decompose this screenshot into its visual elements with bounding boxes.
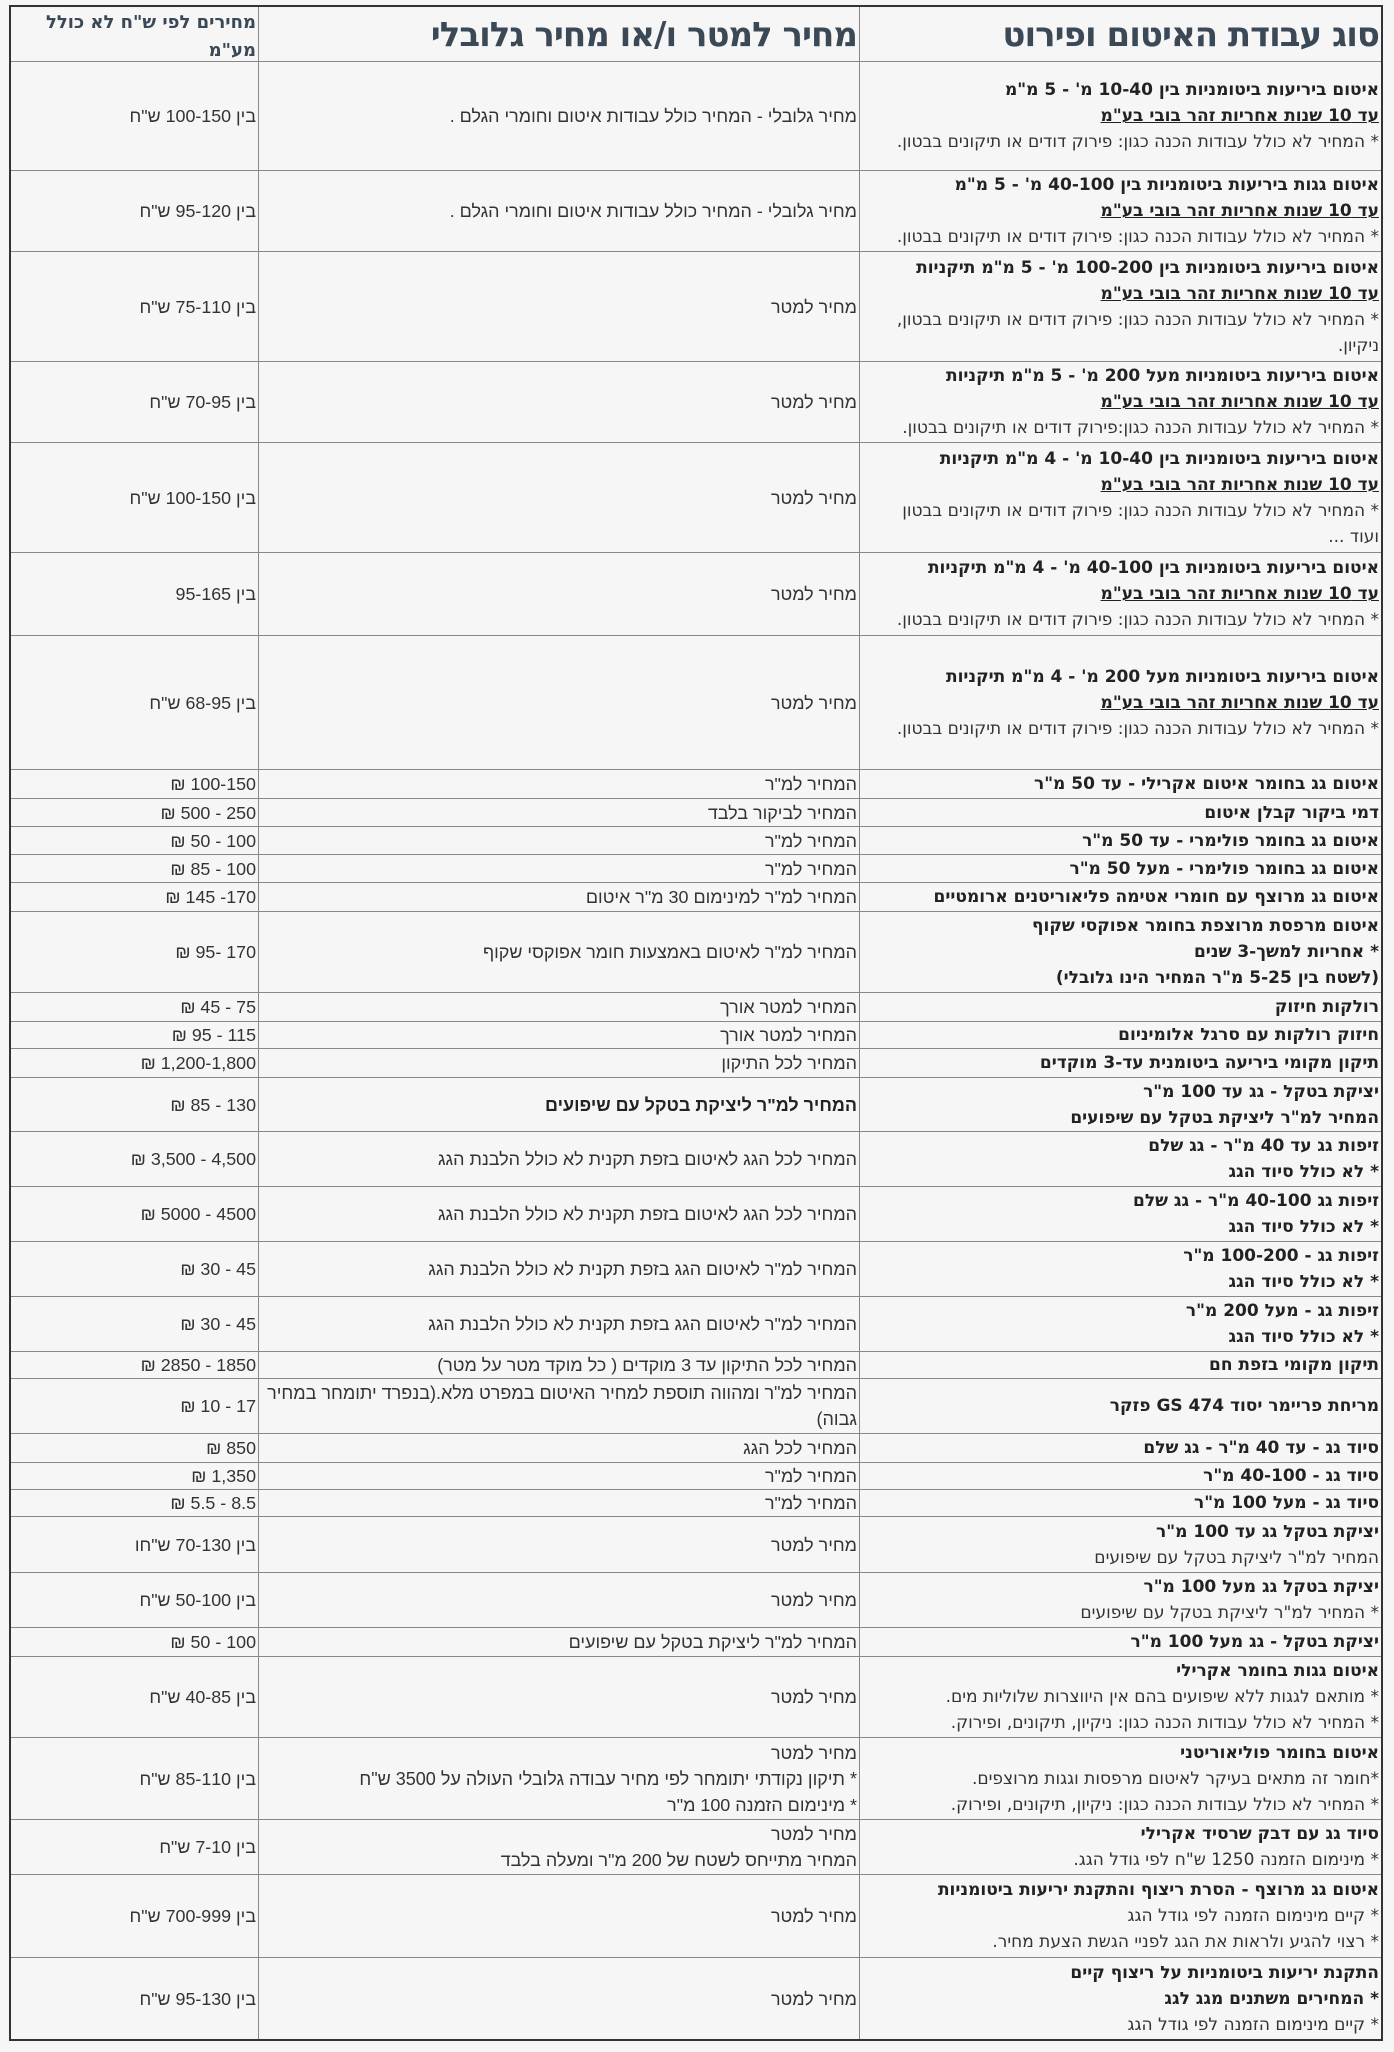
price-value: בין 40-85 ש"ח xyxy=(149,1687,256,1707)
work-description-cell xyxy=(859,252,1381,361)
work-description-cell-line: מריחת פריימר יסוד GS 474 פזקר xyxy=(1109,1396,1379,1416)
work-description-cell xyxy=(859,362,1381,442)
work-description-cell xyxy=(859,443,1381,552)
table-row xyxy=(11,1657,1381,1738)
table-row xyxy=(11,1820,1381,1875)
price-value: 75 - 45 ₪ xyxy=(180,997,256,1017)
price-cell xyxy=(11,636,258,769)
table-row xyxy=(11,1352,1381,1379)
work-description-cell xyxy=(859,1022,1381,1048)
price-type-cell xyxy=(258,1078,859,1131)
table-row xyxy=(11,1022,1381,1049)
header-price-type-label: מחיר למטר ו/או מחיר גלובלי xyxy=(430,15,857,55)
work-description-cell-line: עד 10 שנות אחריות זהר בובי בע"מ xyxy=(1100,392,1379,412)
price-type-cell-line: * מינימום הזמנה 100 מ"ר xyxy=(667,1794,857,1815)
price-value: 170 -95 ₪ xyxy=(175,942,256,962)
price-value: 850 ₪ xyxy=(206,1438,256,1458)
table-row xyxy=(11,1875,1381,1958)
work-description-cell xyxy=(859,1875,1381,1957)
work-description-cell-line: ועוד ... xyxy=(1328,526,1379,547)
price-value: בין 7-10 ש"ח xyxy=(159,1837,256,1857)
price-cell xyxy=(11,1517,258,1572)
price-value: 100 - 50 ₪ xyxy=(170,830,256,851)
price-type-cell xyxy=(258,553,859,635)
price-type-cell xyxy=(258,1463,859,1489)
table-row xyxy=(11,1049,1381,1078)
price-value: 130 - 85 ₪ xyxy=(170,1094,256,1115)
price-cell xyxy=(11,62,258,170)
price-type-cell xyxy=(258,1297,859,1351)
table-header-row xyxy=(11,7,1381,62)
price-value: 8.5 - 5.5 ₪ xyxy=(170,1493,256,1513)
work-description-cell-line: איטום גגות ביריעות ביטומניות בין 40-100 מ' - 5 מ"מ xyxy=(954,175,1379,195)
price-type-cell-line: מחיר גלובלי - המחיר כולל עבודות איטום וחומרי הגלם . xyxy=(449,201,857,221)
price-type-cell-line: המחיר למ"ר xyxy=(764,858,857,879)
work-description-cell-line: איטום גג מרוצף - הסרת ריצוף והתקנת יריעות ביטומניות xyxy=(937,1880,1379,1900)
price-type-cell-line: מחיר למטר xyxy=(770,584,857,604)
table-body xyxy=(11,62,1381,2039)
price-value: 250 - 500 ₪ xyxy=(160,802,256,823)
header-price-type xyxy=(258,7,859,61)
price-value: 4500 - 5000 ₪ xyxy=(140,1204,256,1224)
table-row xyxy=(11,252,1381,362)
price-value: בין 85-110 ש"ח xyxy=(139,1768,256,1789)
work-description-cell-line: * מותאם לגגות ללא שיפועים בהם אין היווצרות שלוליות מים. xyxy=(945,1687,1379,1707)
table-row xyxy=(11,1463,1381,1490)
price-cell xyxy=(11,883,258,911)
price-cell xyxy=(11,1434,258,1462)
work-description-cell xyxy=(859,1820,1381,1874)
header-work-type-label: סוג עבודת האיטום ופירוט xyxy=(1002,15,1379,55)
price-cell xyxy=(11,362,258,442)
work-description-cell-line: * המחיר לא כולל עבודות הכנה כגון: ניקיון, תיקונים, ופירוק. xyxy=(950,1794,1379,1815)
price-cell xyxy=(11,443,258,552)
work-description-cell xyxy=(859,1573,1381,1627)
price-value: 115 - 95 ₪ xyxy=(171,1025,256,1045)
price-type-cell xyxy=(258,1242,859,1296)
work-description-cell-line: זיפות גג עד 40 מ"ר - גג שלם xyxy=(1148,1136,1379,1156)
price-cell xyxy=(11,1958,258,2039)
work-description-cell xyxy=(859,1078,1381,1131)
work-description-cell xyxy=(859,1049,1381,1077)
price-cell xyxy=(11,827,258,854)
price-value: בין 95-165 xyxy=(175,584,256,604)
table-row xyxy=(11,799,1381,827)
work-description-cell-line: עד 10 שנות אחריות זהר בובי בע"מ xyxy=(1100,584,1379,604)
price-type-cell-line: מחיר למטר xyxy=(770,1590,857,1610)
work-description-cell xyxy=(859,855,1381,882)
work-description-cell-line: דמי ביקור קבלן איטום xyxy=(1204,802,1379,823)
table-row xyxy=(11,1958,1381,2039)
price-cell xyxy=(11,1242,258,1296)
work-description-cell-line: איטום גג בחומר איטום אקרילי - עד 50 מ"ר xyxy=(1033,774,1379,794)
price-type-cell xyxy=(258,1049,859,1077)
price-type-cell xyxy=(258,62,859,170)
work-description-cell-line: עד 10 שנות אחריות זהר בובי בע"מ xyxy=(1100,201,1379,221)
price-type-cell-line: המחיר לכל התיקון xyxy=(721,1053,857,1073)
work-description-cell-line: * המחיר לא כולל עבודות הכנה כגון: פירוק דודים או תיקונים בבטון. xyxy=(896,718,1379,739)
price-value: 45 - 30 ₪ xyxy=(180,1259,256,1279)
work-description-cell xyxy=(859,1297,1381,1351)
price-type-cell xyxy=(258,1517,859,1572)
work-description-cell xyxy=(859,1738,1381,1819)
table-row xyxy=(11,993,1381,1022)
work-description-cell-line: עד 10 שנות אחריות זהר בובי בע"מ xyxy=(1100,692,1379,713)
work-description-cell xyxy=(859,1490,1381,1516)
work-description-cell-line: * המחיר לא כולל עבודות הכנה כגון: ניקיון, תיקונים, ופירוק. xyxy=(950,1713,1379,1733)
work-description-cell-line: יציקת בטקל - גג עד 100 מ"ר xyxy=(1143,1081,1379,1102)
work-description-cell-line: עד 10 שנות אחריות זהר בובי בע"מ xyxy=(1100,474,1379,495)
work-description-cell-line: איטום גג בחומר פולימרי - מעל 50 מ"ר xyxy=(1069,858,1379,879)
table-row xyxy=(11,1187,1381,1242)
work-description-cell xyxy=(859,1517,1381,1572)
table-row xyxy=(11,827,1381,855)
price-cell xyxy=(11,1463,258,1489)
work-description-cell xyxy=(859,1628,1381,1656)
table-row xyxy=(11,912,1381,993)
table-row xyxy=(11,1297,1381,1352)
price-cell xyxy=(11,1820,258,1874)
table-row xyxy=(11,443,1381,553)
price-type-cell-line: המחיר למ"ר xyxy=(764,830,857,851)
work-description-cell-line: * המחיר לא כולל עבודות הכנה כגון: פירוק דודים או תיקונים בבטון xyxy=(902,500,1379,521)
price-cell xyxy=(11,1132,258,1186)
table-row xyxy=(11,362,1381,443)
price-type-cell xyxy=(258,1573,859,1627)
price-type-cell xyxy=(258,1820,859,1874)
table-row xyxy=(11,1517,1381,1573)
price-cell xyxy=(11,1657,258,1737)
table-row xyxy=(11,1078,1381,1132)
work-description-cell xyxy=(859,993,1381,1021)
work-description-cell-line: איטום ביריעות ביטומניות בין 40-100 מ' - 4 מ"מ תיקניות xyxy=(927,558,1379,578)
work-description-cell-line: (לשטח בין 5-25 מ"ר המחיר הינו גלובלי) xyxy=(1055,968,1379,988)
price-type-cell-line: המחיר לביקור בלבד xyxy=(707,802,857,823)
price-type-cell xyxy=(258,1352,859,1378)
work-description-cell xyxy=(859,1187,1381,1241)
table-row xyxy=(11,1573,1381,1628)
work-description-cell-line: איטום גגות בחומר אקרילי xyxy=(1176,1661,1379,1681)
work-description-cell-line: תיקון מקומי בזפת חם xyxy=(1208,1355,1379,1375)
price-type-cell-line: המחיר מתייחס לשטח של 200 מ"ר ומעלה בלבד xyxy=(500,1850,857,1870)
work-description-cell-line: * לא כולל סיוד הגג xyxy=(1228,1217,1379,1237)
price-type-cell xyxy=(258,1434,859,1462)
work-description-cell-line: * המחיר לא כולל עבודות הכנה כגון: פירוק דודים או תיקונים בבטון. xyxy=(896,227,1379,247)
table-row xyxy=(11,62,1381,171)
work-description-cell xyxy=(859,912,1381,992)
work-description-cell-line: * רצוי להגיע ולראות את הגג לפניי הגשת הצעת מחיר. xyxy=(992,1932,1379,1952)
work-description-cell-line: יציקת בטקל גג עד 100 מ"ר xyxy=(1156,1521,1379,1542)
price-type-cell-line: מחיר למטר xyxy=(770,487,857,508)
work-description-cell-line: המחיר למ"ר ליציקת בטקל עם שיפועים xyxy=(1094,1547,1379,1568)
work-description-cell-line: *חומר זה מתאים בעיקר לאיטום מרפסות וגגות מרוצפים. xyxy=(971,1768,1379,1789)
work-description-cell xyxy=(859,1463,1381,1489)
price-value: 100-150 ₪ xyxy=(170,774,256,794)
price-value: 17 - 10 ₪ xyxy=(180,1396,256,1416)
work-description-cell-line: * המחירים משתנים מגג לגג xyxy=(1164,1988,1379,2009)
price-cell xyxy=(11,171,258,251)
price-cell xyxy=(11,1078,258,1131)
table-row xyxy=(11,636,1381,770)
price-type-cell-line: מחיר למטר xyxy=(770,1742,857,1763)
price-value: 100 - 50 ₪ xyxy=(170,1632,256,1652)
work-description-cell-line: * קיים מינימום הזמנה לפי גודל הגג xyxy=(1127,1906,1379,1926)
price-type-cell xyxy=(258,799,859,826)
work-description-cell xyxy=(859,1242,1381,1296)
work-description-cell xyxy=(859,799,1381,826)
price-type-cell-line: המחיר למ"ר לאיטום הגג בזפת תקנית לא כולל הלבנת הגג xyxy=(428,1314,857,1334)
price-type-cell-line: מחיר למטר xyxy=(770,392,857,412)
work-description-cell-line: * המחיר לא כולל עבודות הכנה כגון: פירוק דודים או תיקונים בבטון, xyxy=(896,309,1379,330)
price-type-cell-line: המחיר למ"ר לאיטום הגג בזפת תקנית לא כולל הלבנת הגג xyxy=(428,1259,857,1279)
price-value: בין 68-95 ש"ח xyxy=(149,692,256,713)
price-type-cell xyxy=(258,1657,859,1737)
price-value: בין 50-100 ש"ח xyxy=(139,1590,256,1610)
table-row xyxy=(11,1434,1381,1463)
work-description-cell-line: יציקת בטקל גג מעל 100 מ"ר xyxy=(1143,1577,1379,1597)
work-description-cell xyxy=(859,1958,1381,2039)
table-row xyxy=(11,855,1381,883)
work-description-cell xyxy=(859,553,1381,635)
price-cell xyxy=(11,1352,258,1378)
price-type-cell-line: המחיר לכל התיקון עד 3 מוקדים ( כל מוקד מטר על מטר) xyxy=(437,1355,857,1375)
price-cell xyxy=(11,1022,258,1048)
price-value: 1,350 ₪ xyxy=(191,1466,256,1486)
work-description-cell-line: איטום גג בחומר פולימרי - עד 50 מ"ר xyxy=(1082,830,1379,851)
work-description-cell xyxy=(859,1352,1381,1378)
price-value: בין 700-999 ש"ח xyxy=(129,1906,256,1926)
price-cell xyxy=(11,1628,258,1656)
price-type-cell xyxy=(258,827,859,854)
work-description-cell-line: איטום מרפסת מרוצפת בחומר אפוקסי שקוף xyxy=(1032,916,1379,936)
work-description-cell-line: * אחריות למשך-3 שנים xyxy=(1193,942,1379,962)
price-type-cell xyxy=(258,1875,859,1957)
price-type-cell-line: המחיר למ"ר xyxy=(764,1466,857,1486)
price-type-cell xyxy=(258,855,859,882)
work-description-cell-line: זיפות גג - מעל 200 מ"ר xyxy=(1185,1301,1379,1321)
price-type-cell-line: מחיר למטר xyxy=(770,1687,857,1707)
table-row xyxy=(11,1242,1381,1297)
price-value: בין 95-120 ש"ח xyxy=(139,201,256,221)
price-cell xyxy=(11,1875,258,1957)
price-type-cell-line: מחיר למטר xyxy=(770,1824,857,1844)
price-type-cell-line: מחיר למטר xyxy=(770,1906,857,1926)
table-row xyxy=(11,1490,1381,1517)
price-type-cell-line: המחיר למ"ר ומהווה תוספת למחיר האיטום במפרט מלא.(בנפרד יתומחר במחיר גבוה) xyxy=(267,1383,857,1429)
price-type-cell xyxy=(258,1958,859,2039)
price-cell xyxy=(11,799,258,826)
price-value: 100 - 85 ₪ xyxy=(170,858,256,879)
price-type-cell-line: המחיר למ"ר xyxy=(764,774,857,794)
header-price-label: מחירים לפי ש"ח לא כולל מע"מ xyxy=(46,12,256,61)
work-description-cell-line: * לא כולל סיוד הגג xyxy=(1228,1272,1379,1292)
work-description-cell-line: סיוד גג - עד 40 מ"ר - גג שלם xyxy=(1143,1438,1379,1458)
work-description-cell-line: איטום ביריעות ביטומניות מעל 200 מ' - 5 מ"מ תיקניות xyxy=(945,366,1379,386)
price-type-cell-line: המחיר למ"ר ליציקת בטקל עם שיפועים xyxy=(568,1632,857,1652)
work-description-cell-line: איטום ביריעות ביטומניות מעל 200 מ' - 4 מ"מ תיקניות xyxy=(945,666,1379,687)
price-value: בין 70-130 ש"חו xyxy=(134,1534,256,1555)
work-description-cell-line: זיפות גג 40-100 מ"ר - גג שלם xyxy=(1133,1191,1379,1211)
work-description-cell-line: איטום ביריעות ביטומניות בין 100-200 מ' - 5 מ"מ תיקניות xyxy=(916,257,1379,278)
work-description-cell xyxy=(859,827,1381,854)
price-cell xyxy=(11,912,258,992)
price-value: 45 - 30 ₪ xyxy=(180,1314,256,1334)
price-type-cell xyxy=(258,362,859,442)
price-cell xyxy=(11,1049,258,1077)
price-type-cell xyxy=(258,1628,859,1656)
table-row xyxy=(11,1738,1381,1820)
price-type-cell xyxy=(258,1022,859,1048)
work-description-cell-line: זיפות גג - 100-200 מ"ר xyxy=(1183,1246,1379,1266)
work-description-cell-line: * המחיר לא כולל עבודות הכנה כגון: פירוק דודים או תיקונים בבטון. xyxy=(896,132,1379,152)
work-description-cell xyxy=(859,62,1381,170)
work-description-cell-line: * המחיר למ"ר ליציקת בטקל עם שיפועים xyxy=(1080,1603,1379,1623)
price-type-cell xyxy=(258,1738,859,1819)
price-type-cell-line: המחיר לכל הגג לאיטום בזפת תקנית לא כולל הלבנת הגג xyxy=(437,1204,857,1224)
price-type-cell-line: מחיר גלובלי - המחיר כולל עבודות איטום וחומרי הגלם . xyxy=(449,106,857,126)
table-row xyxy=(11,1379,1381,1434)
price-type-cell-line: המחיר למטר אורך xyxy=(720,997,857,1017)
table-row xyxy=(11,171,1381,252)
price-type-cell xyxy=(258,912,859,992)
work-description-cell xyxy=(859,171,1381,251)
price-type-cell-line: המחיר למ"ר למינימום 30 מ"ר איטום xyxy=(585,887,857,907)
price-cell xyxy=(11,1573,258,1627)
price-type-cell-line: מחיר למטר xyxy=(770,1988,857,2009)
price-type-cell-line: המחיר לכל הגג xyxy=(743,1438,857,1458)
price-type-cell xyxy=(258,1187,859,1241)
price-type-cell-line: המחיר למטר אורך xyxy=(720,1025,857,1045)
work-description-cell-line: סיוד גג - מעל 100 מ"ר xyxy=(1193,1493,1379,1513)
work-description-cell xyxy=(859,1132,1381,1186)
price-type-cell xyxy=(258,252,859,361)
work-description-cell xyxy=(859,1434,1381,1462)
price-cell xyxy=(11,770,258,798)
price-type-cell xyxy=(258,993,859,1021)
price-type-cell-line: מחיר למטר xyxy=(770,1534,857,1555)
price-cell xyxy=(11,1379,258,1433)
work-description-cell-line: איטום ביריעות ביטומניות בין 10-40 מ' - 4 מ"מ תיקניות xyxy=(939,448,1379,469)
price-type-cell xyxy=(258,636,859,769)
price-type-cell xyxy=(258,1132,859,1186)
price-type-cell-line: המחיר למ"ר xyxy=(764,1493,857,1513)
table-row xyxy=(11,1132,1381,1187)
price-value: בין 95-130 ש"ח xyxy=(139,1988,256,2009)
price-cell xyxy=(11,1297,258,1351)
work-description-cell xyxy=(859,883,1381,911)
price-value: בין 100-150 ש"ח xyxy=(129,487,256,508)
price-type-cell xyxy=(258,883,859,911)
work-description-cell xyxy=(859,636,1381,769)
work-description-cell-line: * מינימום הזמנה 1250 ש"ח לפי גודל הגג. xyxy=(1073,1850,1379,1870)
work-description-cell-line: ניקיון. xyxy=(1337,335,1379,356)
price-value: בין 100-150 ש"ח xyxy=(129,106,256,126)
work-description-cell xyxy=(859,1657,1381,1737)
price-value: 170- 145 ₪ xyxy=(165,887,256,907)
price-cell xyxy=(11,1490,258,1516)
work-description-cell xyxy=(859,770,1381,798)
price-cell xyxy=(11,252,258,361)
work-description-cell-line: * לא כולל סיוד הגג xyxy=(1228,1327,1379,1347)
work-description-cell-line: * המחיר לא כולל עבודות הכנה כגון: פירוק דודים או תיקונים בבטון. xyxy=(896,610,1379,630)
work-description-cell-line: איטום ביריעות ביטומניות בין 10-40 מ' - 5 מ"מ xyxy=(1004,80,1379,100)
work-description-cell-line: איטום בחומר פוליאוריטני xyxy=(1180,1742,1379,1763)
work-description-cell-line: תיקון מקומי ביריעה ביטומנית עד-3 מוקדים xyxy=(1039,1053,1379,1073)
table-row xyxy=(11,1628,1381,1657)
work-description-cell-line: סיוד גג - 40-100 מ"ר xyxy=(1203,1466,1379,1486)
work-description-cell-line: רולקות חיזוק xyxy=(1274,997,1379,1017)
price-type-cell-line: מחיר למטר xyxy=(770,692,857,713)
work-description-cell-line: * המחיר לא כולל עבודות הכנה כגון:פירוק דודים או תיקונים בבטון. xyxy=(902,418,1379,438)
price-cell xyxy=(11,553,258,635)
work-description-cell xyxy=(859,1379,1381,1433)
work-description-cell-line: חיזוק רולקות עם סרגל אלומיניום xyxy=(1118,1025,1379,1045)
price-type-cell xyxy=(258,1490,859,1516)
work-description-cell-line: סיוד גג עם דבק שרסיד אקרילי xyxy=(1140,1824,1379,1844)
price-value: 1850 - 2850 ₪ xyxy=(140,1355,256,1375)
table-row xyxy=(11,553,1381,636)
price-type-cell-line: מחיר למטר xyxy=(770,296,857,317)
price-value: 4,500 - 3,500 ₪ xyxy=(130,1149,256,1169)
price-cell xyxy=(11,993,258,1021)
price-type-cell xyxy=(258,443,859,552)
price-type-cell xyxy=(258,770,859,798)
price-type-cell xyxy=(258,1379,859,1433)
work-description-cell-line: המחיר למ"ר ליציקת בטקל עם שיפועים xyxy=(1070,1107,1379,1128)
header-work-type xyxy=(859,7,1381,61)
header-price xyxy=(11,7,258,61)
price-type-cell-line: * תיקון נקודתי יתומחר לפי מחיר עבודה גלובלי העולה על 3500 ש"ח xyxy=(359,1768,857,1789)
work-description-cell-line: עד 10 שנות אחריות זהר בובי בע"מ xyxy=(1100,106,1379,126)
table-row xyxy=(11,883,1381,912)
price-type-cell-line: המחיר למ"ר ליציקת בטקל עם שיפועים xyxy=(545,1094,857,1115)
price-type-cell xyxy=(258,171,859,251)
work-description-cell-line: התקנת יריעות ביטומניות על ריצוף קיים xyxy=(1070,1962,1379,1983)
price-value: בין 75-110 ש"ח xyxy=(139,296,256,317)
work-description-cell-line: יציקת בטקל - גג מעל 100 מ"ר xyxy=(1130,1632,1379,1652)
price-cell xyxy=(11,1187,258,1241)
price-type-cell-line: המחיר למ"ר לאיטום באמצעות חומר אפוקסי שקוף xyxy=(482,942,857,962)
price-table xyxy=(9,5,1383,2041)
table-row xyxy=(11,770,1381,799)
price-value: 1,200-1,800 ₪ xyxy=(140,1053,256,1073)
work-description-cell-line: איטום גג מרוצף עם חומרי אטימה פליאוריטנים ארומטיים xyxy=(933,887,1379,907)
work-description-cell-line: עד 10 שנות אחריות זהר בובי בע"מ xyxy=(1100,283,1379,304)
work-description-cell-line: * לא כולל סיוד הגג xyxy=(1228,1162,1379,1182)
price-cell xyxy=(11,1738,258,1819)
price-cell xyxy=(11,855,258,882)
price-value: בין 70-95 ש"ח xyxy=(149,392,256,412)
work-description-cell-line: * קיים מינימום הזמנה לפי גודל הגג xyxy=(1127,2014,1379,2035)
price-type-cell-line: המחיר לכל הגג לאיטום בזפת תקנית לא כולל הלבנת הגג xyxy=(437,1149,857,1169)
